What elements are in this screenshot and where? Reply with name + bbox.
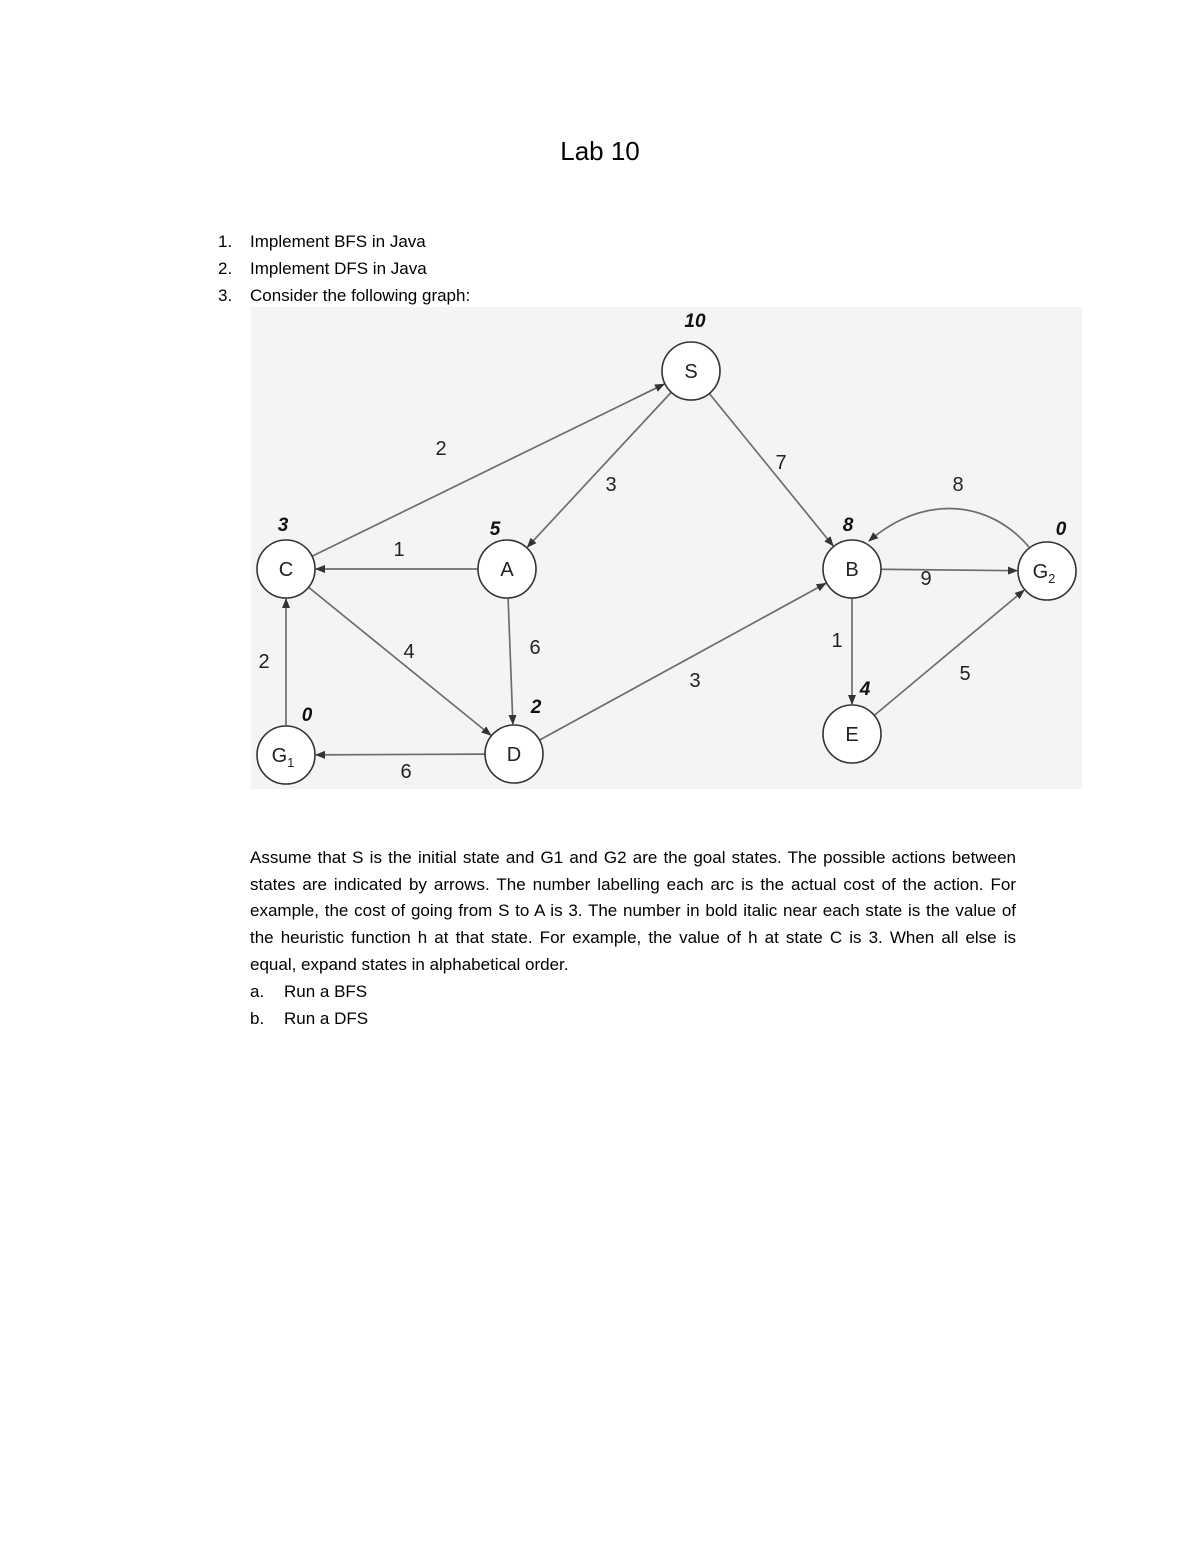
heuristic-label: 4 [859, 679, 871, 700]
task-text: Consider the following graph: [250, 286, 471, 305]
node-label: D [506, 744, 522, 766]
task-item [218, 228, 470, 255]
node-d [485, 697, 543, 783]
edge-e-g2 [874, 590, 1024, 715]
task-item [218, 255, 470, 282]
heuristic-label: 10 [684, 311, 706, 332]
edge-a-d [508, 598, 513, 724]
edge-c-d [309, 587, 491, 735]
node-subscript: 1 [287, 755, 295, 770]
instructions-paragraph: Assume that S is the initial state and G1 and G2 are the goal states. The possible actions between states are indicated by arrows. The number labelling each arc is the actual cost of the action. For example, the cost of going from S to A is 3. The number in bold italic near each state is the value of the heuristic function h at that state. For example, the value of h at state C is 3. When all else is equal, expand states in alphabetical order. [250, 848, 1016, 974]
edge-cost-label: 3 [689, 670, 701, 692]
edge-cost-label: 9 [920, 568, 932, 590]
heuristic-label: 5 [489, 519, 501, 540]
heuristic-label: 0 [301, 705, 313, 726]
subtask-letter: b. [250, 1009, 265, 1028]
node-s [662, 311, 720, 400]
edge-cost-label: 6 [529, 637, 541, 659]
subtask-item [250, 978, 368, 1005]
subtask-list [250, 978, 368, 1032]
node-b [823, 515, 881, 598]
edge-cost-label: 1 [393, 539, 405, 561]
heuristic-label: 0 [1055, 519, 1067, 540]
node-label: E [845, 724, 859, 746]
task-list [218, 228, 470, 309]
edge-cost-label: 5 [959, 663, 971, 685]
edge-d-b [539, 583, 825, 740]
task-item [218, 282, 470, 309]
edge-cost-label: 2 [435, 438, 447, 460]
task-number: 1. [218, 232, 233, 251]
subtask-text: Run a BFS [284, 982, 368, 1001]
task-text: Implement DFS in Java [250, 259, 427, 278]
node-label: B [845, 559, 859, 581]
node-label: $G_1$ [271, 745, 295, 770]
edge-cost-label: 8 [952, 474, 964, 496]
node-label: $G_2$ [1032, 561, 1056, 586]
node-label: S [684, 361, 698, 383]
task-number: 3. [218, 286, 233, 305]
edge-c-s [312, 384, 664, 556]
graph-figure [251, 307, 1082, 789]
edge-cost-label: 1 [831, 630, 843, 652]
node-g2 [1018, 519, 1076, 600]
edge-cost-label: 6 [400, 761, 412, 783]
subtask-item [250, 1005, 368, 1032]
edge-b-g2 [881, 569, 1017, 570]
edge-s-b [709, 394, 833, 546]
task-text: Implement BFS in Java [250, 232, 426, 251]
heuristic-label: 2 [530, 697, 542, 718]
node-label: A [500, 559, 514, 581]
node-c [257, 515, 315, 598]
subtask-letter: a. [250, 982, 265, 1001]
heuristic-label: 8 [842, 515, 854, 536]
edge-cost-label: 7 [775, 452, 787, 474]
page-title: Lab 10 [560, 136, 640, 166]
edge-d-g1 [316, 754, 485, 755]
node-a [478, 519, 536, 598]
edge-cost-label: 3 [605, 474, 617, 496]
edge-g2-b [869, 508, 1029, 547]
node-subscript: 2 [1048, 571, 1056, 586]
edge-cost-label: 2 [258, 651, 270, 673]
task-number: 2. [218, 259, 233, 278]
edge-cost-label: 4 [403, 641, 415, 663]
node-label: C [278, 559, 294, 581]
subtask-text: Run a DFS [284, 1009, 369, 1028]
heuristic-label: 3 [277, 515, 289, 536]
graph-diagram [251, 307, 1082, 789]
